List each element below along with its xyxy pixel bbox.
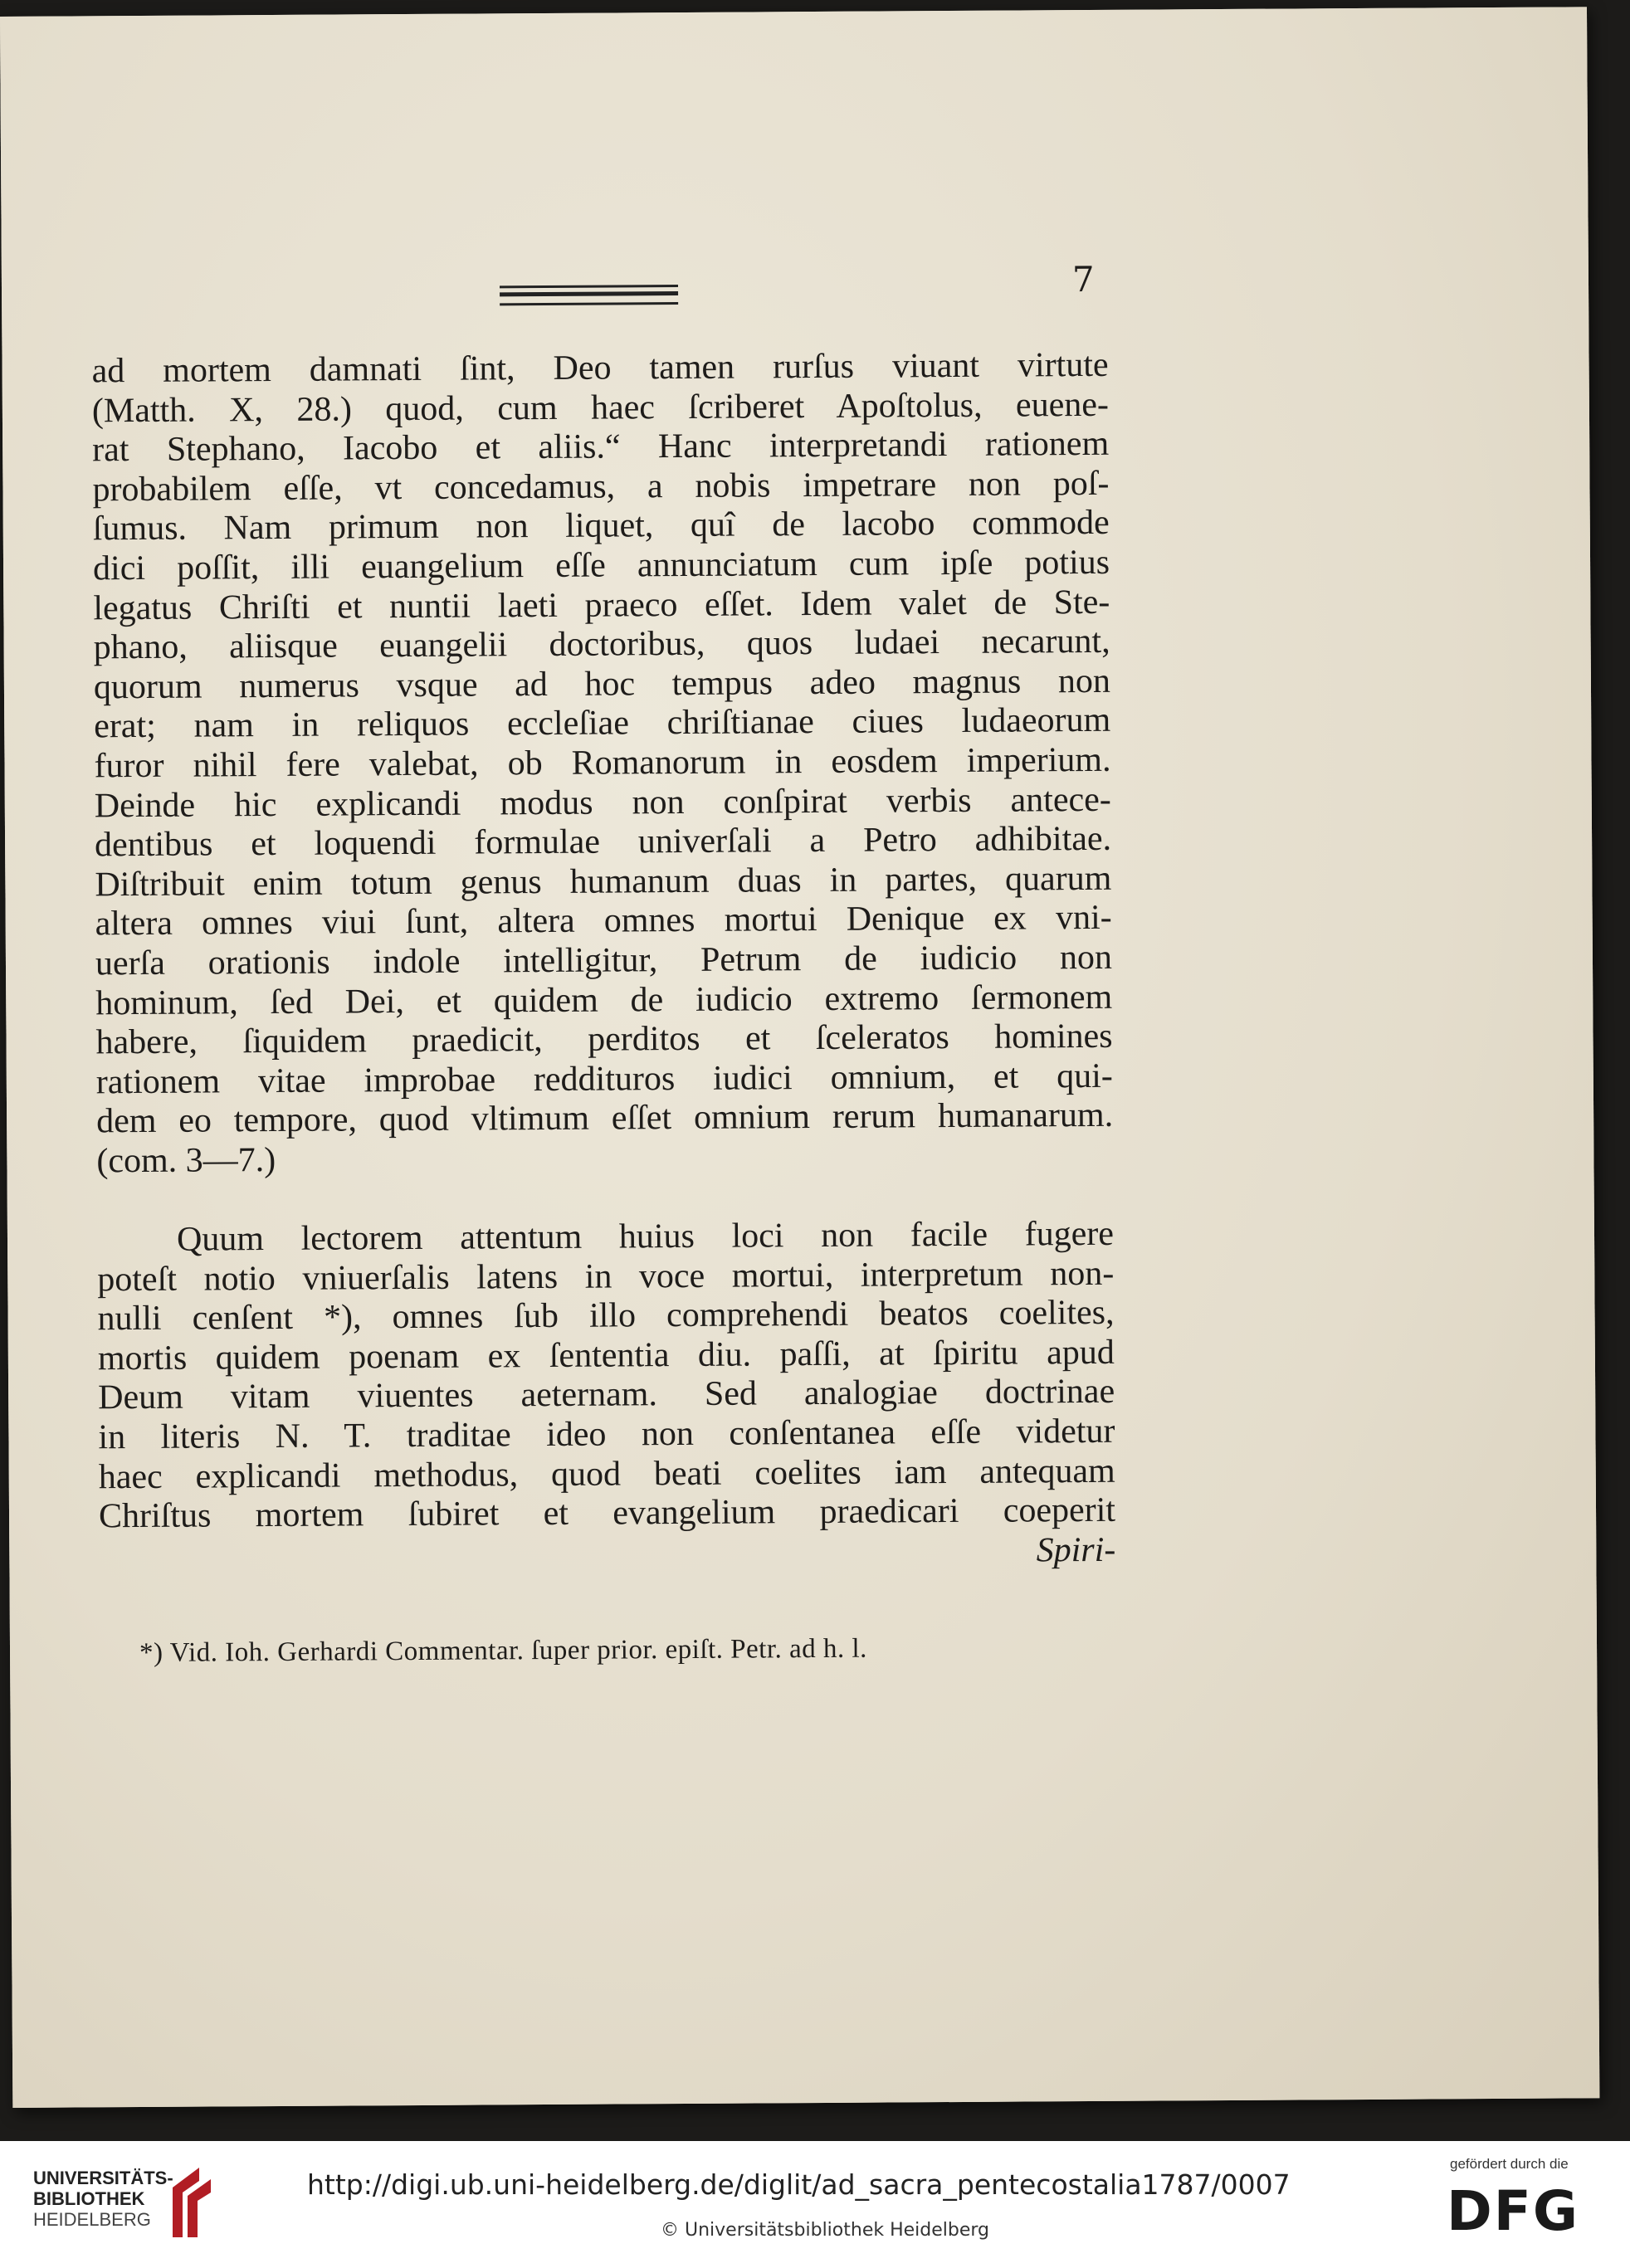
text-line: Quum lectorem attentum huius loci non facile fugere (176, 1214, 1115, 1259)
text-line: altera omnes viui ſunt, altera omnes mortui Denique ex vni- (95, 899, 1112, 944)
text-line: probabilem eſſe, vt concedamus, a nobis impetrare non poſ- (92, 464, 1110, 510)
text-line: furor nihil fere valebat, ob Romanorum in eosdem imperium. (94, 740, 1111, 786)
library-name-line1: UNIVERSITÄTS- (33, 2168, 173, 2188)
text-line: dentibus et loquendi formulae univerſali a Petro adhibitae. (94, 819, 1112, 865)
text-line: poteſt notio vniuerſalis latens in voce mortui, interpretum non- (97, 1254, 1115, 1299)
text-line: ad mortem damnati ſint, Deo tamen rurſus viuant virtute (91, 345, 1109, 391)
copyright-notice: © Universitätsbibliothek Heidelberg (661, 2220, 990, 2241)
text-line: nulli cenſent *), omnes ſub illo comprehendi beatos coelites, (97, 1294, 1115, 1339)
text-line: rationem vitae improbae reddituros iudici omnium, et qui- (95, 1056, 1113, 1102)
text-line: habere, ſiquidem praedicit, perditos et ſceleratos homines (95, 1017, 1113, 1062)
text-line: (com. 3—7.) (96, 1140, 276, 1181)
text-line: legatus Chriſti et nuntii laeti praeco eſſet. Idem valet de Ste- (93, 583, 1110, 627)
text-line: erat; nam in reliquos eccleſiae chriſtianae ciues ludaeorum (94, 701, 1111, 746)
dfg-caption: gefördert durch die (1450, 2156, 1569, 2172)
library-name-line3: HEIDELBERG (33, 2209, 151, 2230)
permalink-url[interactable]: http://digi.ub.uni-heidelberg.de/diglit/ad_sacra_pentecostalia1787/0007 (307, 2168, 1291, 2201)
text-line: in literis N. T. traditae ideo non conſentanea eſſe videtur (98, 1412, 1115, 1457)
text-line: dici poſſit, illi euangelium eſſe annunciatum cum ipſe potius (92, 543, 1110, 588)
library-name-line2: BIBLIOTHEK (33, 2188, 145, 2209)
catchword: Spiri- (1036, 1530, 1116, 1570)
dfg-logo-text: DFG (1447, 2179, 1580, 2243)
paragraph-1 (91, 346, 1113, 1182)
library-logo[interactable] (33, 2158, 232, 2249)
book-page (0, 7, 1599, 2108)
text-line: Deinde hic explicandi modus non conſpirat verbis antece- (94, 780, 1111, 825)
text-line: quorum numerus vsque ad hoc tempus adeo magnus non (93, 661, 1111, 707)
text-line: Diſtribuit enim totum genus humanum duas in partes, quarum (95, 859, 1112, 905)
text-line: Deum vitam viuentes aeternam. Sed analogiae doctrinae (98, 1373, 1115, 1417)
viewer-footer (0, 2141, 1630, 2268)
text-line: rat Stephano, Iacobo et aliis.“ Hanc interpretandi rationem (92, 425, 1110, 470)
decorative-rule (500, 285, 678, 305)
page-number: 7 (1071, 258, 1095, 300)
paragraph-2 (97, 1215, 1116, 1577)
footnote: *) Vid. Ioh. Gerhardi Commentar. ſuper prior. epiſt. Petr. ad h. l. (139, 1633, 867, 1669)
text-line: (Matth. X, 28.) quod, cum haec ſcriberet Apoſtolus, euene- (91, 385, 1110, 430)
dfg-logo[interactable] (1440, 2156, 1606, 2251)
text-line: haec explicandi methodus, quod beati coelites iam antequam (98, 1451, 1115, 1496)
text-line: phano, aliisque euangelii doctoribus, quos ludaei necarunt, (93, 622, 1110, 667)
text-line: ſumus. Nam primum non liquet, quî de lacobo commode (92, 504, 1110, 549)
text-line: Chriſtus mortem ſubiret et evangelium praedicari coeperit (98, 1490, 1116, 1536)
text-line: uerſa orationis indole intelligitur, Petrum de iudicio non (95, 938, 1113, 983)
text-line: hominum, ſed Dei, et quidem de iudicio extremo ſermonem (95, 978, 1113, 1022)
text-line: mortis quidem poenam ex ſententia diu. paſſi, at ſpiritu apud (97, 1333, 1115, 1378)
text-line: dem eo tempore, quod vltimum eſſet omnium rerum humanarum. (95, 1096, 1114, 1141)
library-emblem-icon (166, 2163, 216, 2242)
